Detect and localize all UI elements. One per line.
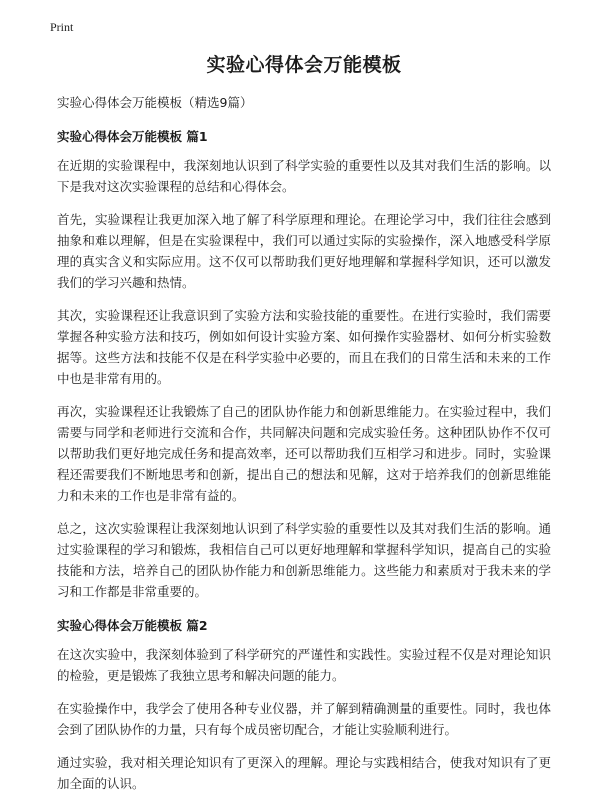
document-title: 实验心得体会万能模板: [206, 54, 402, 76]
paragraph: 再次，实验课程还让我锻炼了自己的团队协作能力和创新思维能力。在实验过程中，我们需要与同学和老师进行交流和合作，共同解决问题和完成实验任务。这种团队协作不仅可以帮助我们更好地完成任务和提高效率，还可以帮助我们互相学习和进步。同时，实验课程还需要我们不断地思考和创新，提出自己的想法和见解，这对于培养我们的创新思维能力和未来的工作也是非常有益的。: [57, 404, 551, 503]
paragraph: 在近期的实验课程中，我深刻地认识到了科学实验的重要性以及其对我们生活的影响。以下是我对这次实验课程的总结和心得体会。: [57, 158, 551, 194]
paragraph: 通过实验，我对相关理论知识有了更深入的理解。理论与实践相结合，使我对知识有了更加全面的认识。: [57, 755, 551, 791]
paragraph: 总之，这次实验课程让我深刻地认识到了科学实验的重要性以及其对我们生活的影响。通过实验课程的学习和锻炼，我相信自己可以更好地理解和掌握科学知识，提高自己的实验技能和方法，培养自己的团队协作能力和创新思维能力。这些能力和素质对于我未来的学习和工作都是非常重要的。: [57, 521, 551, 599]
section-heading: 实验心得体会万能模板 篇2: [57, 618, 208, 633]
document-subtitle: 实验心得体会万能模板（精选9篇）: [57, 95, 253, 110]
section-1: [57, 127, 551, 602]
paragraph: 首先，实验课程让我更加深入地了解了科学原理和理论。在理论学习中，我们往往会感到抽象和难以理解，但是在实验课程中，我们可以通过实际的实验操作，深入地感受科学原理的真实含义和实际应用。这不仅可以帮助我们更好地理解和掌握科学知识，还可以激发我们的学习兴趣和热情。: [57, 212, 551, 290]
paragraph: 在这次实验中，我深刻体验到了科学研究的严谨性和实践性。实验过程不仅是对理论知识的检验，更是锻炼了我独立思考和解决问题的能力。: [57, 647, 551, 683]
section-2: [57, 616, 551, 794]
document: [57, 50, 551, 806]
paragraph: 其次，实验课程还让我意识到了实验方法和实验技能的重要性。在进行实验时，我们需要掌握各种实验方法和技巧，例如如何设计实验方案、如何操作实验器材、如何分析实验数据等。这些方法和技能不仅是在科学实验中必要的，而且在我们的日常生活和未来的工作中也是非常有用的。: [57, 308, 551, 386]
section-heading: 实验心得体会万能模板 篇1: [57, 129, 208, 144]
paragraph: 在实验操作中，我学会了使用各种专业仪器，并了解到精确测量的重要性。同时，我也体会到了团队协作的力量，只有每个成员密切配合，才能让实验顺利进行。: [57, 701, 551, 737]
print-label: Print: [50, 20, 74, 34]
